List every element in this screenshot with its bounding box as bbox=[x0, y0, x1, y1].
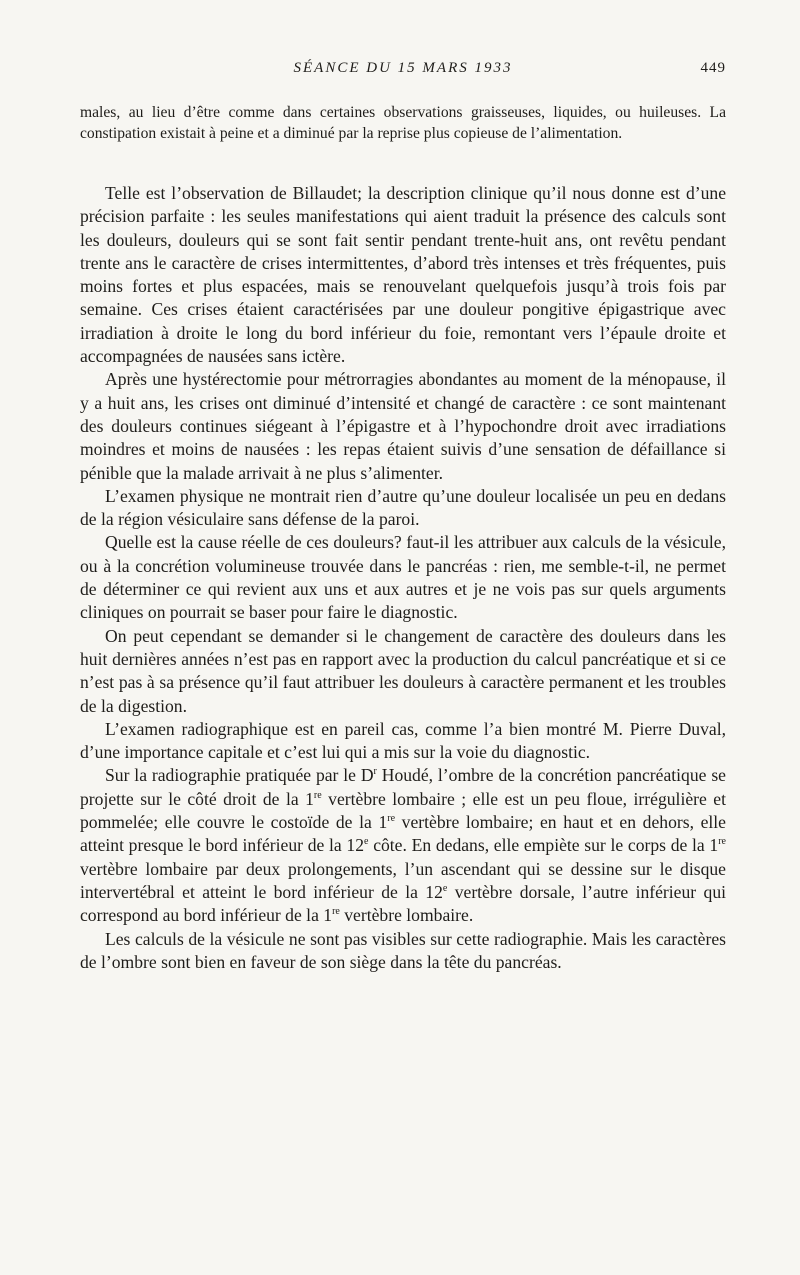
radio-text-4: vertèbre lombaire; en haut et en dehors, elle atteint presque le bord inférieur de la 12 bbox=[80, 812, 726, 856]
paragraph-examen-physique: L’examen physique ne montrait rien d’autre qu’une douleur localisée un peu en dedans de la région vésiculaire sans défense de la paroi. bbox=[80, 485, 726, 530]
radio-sup-7: re bbox=[332, 906, 340, 918]
paragraph-conclusion: Les calculs de la vésicule ne sont pas visibles sur cette radiographie. Mais les caractères de l’ombre sont bien en faveur de son siège dans la tête du pancréas. bbox=[80, 928, 726, 972]
radio-sup-5: re bbox=[718, 836, 726, 848]
paragraph-hysterectomy: Après une hystérectomie pour métrorragies abondantes au moment de la ménopause, il y a huit ans, les crises ont diminué d’intensité et changé de caractère : ce sont maintenant des douleurs continues siégeant à l’épigastre et à l’hypochondre droit avec irradiations moindres et moins de nausées : les repas étaient suivis d’une sensation de défaillance si pénible que la malade arrivait à ne plus s’alimenter. bbox=[80, 369, 726, 483]
radio-sup-2: re bbox=[313, 789, 322, 801]
radio-sup-1: r bbox=[373, 766, 377, 778]
running-header bbox=[80, 58, 726, 86]
radio-text-1: Sur la radiographie pratiquée par le D bbox=[105, 765, 374, 786]
radio-sup-6: e bbox=[442, 883, 448, 895]
page bbox=[80, 58, 726, 974]
paragraph-cause: Quelle est la cause réelle de ces douleurs? faut-il les attribuer aux calculs de la vésicule, ou à la concrétion volumineuse trouvée dans le pancréas : rien, me semble-t-il, ne permet de déterminer ce qui revient aux uns et aux autres et je ne vois pas sur quels arguments cliniques on pourrait se baser pour faire le diagnostic. bbox=[80, 532, 726, 623]
radio-sup-3: re bbox=[387, 813, 396, 825]
carryover-paragraph: males, au lieu d’être comme dans certaines observations graisseuses, liquides, ou huileuses. La constipation existait à peine et a diminué par la reprise plus copieuse de l’alimentation. bbox=[80, 104, 726, 142]
radio-text-6: vertèbre lombaire par deux prolongements, l’un ascendant qui se dessine sur le disque intervertébral et atteint le bord inférieur de la 12 bbox=[80, 858, 726, 902]
radio-sup-4: e bbox=[364, 836, 369, 848]
paragraph-changement: On peut cependant se demander si le changement de caractère des douleurs dans les huit dernières années n’est pas en rapport avec la production du calcul pancréatique et si ce n’est pas à sa présence qu’il faut attribuer les douleurs à caractère permanent et les troubles de la digestion. bbox=[80, 625, 726, 716]
page-number: 449 bbox=[700, 60, 726, 76]
radio-text-8: vertèbre lombaire. bbox=[339, 905, 474, 926]
paragraph-observation: Telle est l’observation de Billaudet; la description clinique qu’il nous donne est d’une précision parfaite : les seules manifestations qui aient traduit la présence des calculs sont les douleurs, douleurs qui se sont fait sentir pendant trente-huit ans, ont revêtu pendant trente ans le caractère de crises intermittentes, d’abord très intenses et très fréquentes, puis moins fortes et plus espacées, mais se renouvelant quelquefois jusqu’à trois fois par semaine. Ces crises étaient caractérisées par une douleur pongitive épigastrique avec irradiation à droite le long du bord inférieur du foie, remontant vers l’épaule droite et accompagnées de nausées sans ictère. bbox=[80, 183, 726, 367]
running-title: SÉANCE DU 15 MARS 1933 bbox=[293, 60, 513, 76]
radio-text-7: vertèbre dorsale, l’autre inférieur qui correspond au bord inférieur de la 1 bbox=[80, 881, 727, 926]
radio-text-3: vertèbre lombaire ; elle est un peu floue, irrégulière et pommelée; elle couvre le costoïde de la 1 bbox=[80, 788, 726, 833]
paragraph-radiographie bbox=[80, 764, 726, 927]
paragraph-examen-radio: L’examen radiographique est en pareil cas, comme l’a bien montré M. Pierre Duval, d’une importance capitale et c’est lui qui a mis sur la voie du diagnostic. bbox=[80, 718, 726, 763]
radio-text-2: Houdé, l’ombre de la concrétion pancréatique se projette sur le côté droit de la 1 bbox=[80, 765, 726, 809]
radio-text-5: côte. En dedans, elle empiète sur le corps de la 1 bbox=[368, 835, 719, 856]
main-text bbox=[80, 182, 726, 974]
